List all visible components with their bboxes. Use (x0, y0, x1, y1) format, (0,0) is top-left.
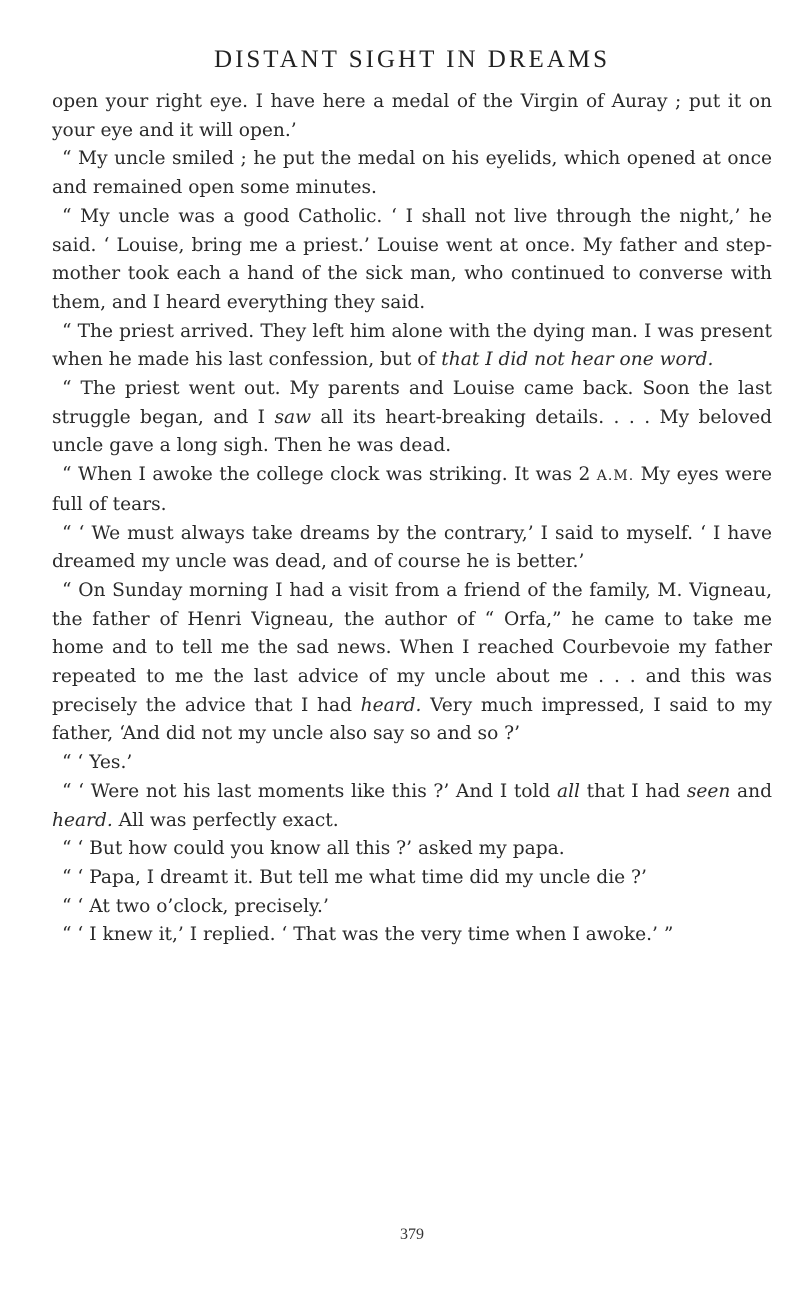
paragraph (52, 778, 772, 835)
text-run: “ When I awoke the college clock was striking. It was 2 (62, 464, 597, 486)
text-run: My eyes were full of tears. (52, 464, 772, 515)
italic-text: that I did not hear one word. (441, 349, 714, 371)
text-run: “ ‘ Papa, I dreamt it. But tell me what time did my uncle die ?’ (62, 866, 647, 888)
paragraph (52, 749, 772, 778)
paragraph (52, 893, 772, 922)
paragraph (52, 520, 772, 577)
small-caps-text: A.M. (596, 468, 635, 485)
paragraph (52, 203, 772, 318)
text-run: “ The priest went out. My parents and Louise came back. Soon the last struggle began, and I (52, 378, 772, 428)
body-text (52, 88, 772, 950)
text-run: “ The priest arrived. They left him alone with the dying man. I was present when he made his last confession, but of (52, 320, 772, 371)
paragraph (52, 318, 772, 375)
text-run: “ ‘ I knew it,’ I replied. ‘ That was the very time when I awoke.’ ” (62, 924, 674, 946)
text-run: “ My uncle was a good Catholic. ‘ I shall not live through the night,’ he said. ‘ Louise, bring me a priest.’ Louise went at once. My father and step-mother took each a hand of the sick man, who continued to converse with them, and I heard everything they said. (52, 205, 772, 313)
italic-text: heard. (360, 694, 422, 716)
paragraph (52, 577, 772, 749)
paragraph (52, 145, 772, 202)
paragraph (52, 88, 772, 145)
italic-text: saw (274, 406, 311, 428)
italic-text: heard. (52, 809, 113, 831)
text-run: “ My uncle smiled ; he put the medal on his eyelids, which opened at once and remained open some minutes. (52, 148, 772, 199)
text-run: and (730, 780, 772, 802)
running-head: DISTANT SIGHT IN DREAMS (214, 46, 610, 73)
text-run: “ ‘ Yes.’ (62, 752, 133, 774)
text-run: “ ‘ Were not his last moments like this ?’ And I told (62, 780, 557, 802)
paragraph (52, 921, 772, 950)
text-run: “ ‘ But how could you know all this ?’ asked my papa. (62, 838, 565, 860)
text-run: Very much impressed, I said to my father, ‘And did not my uncle also say so and so ?’ (52, 694, 772, 745)
text-run: open your right eye. I have here a medal of the Virgin of Auray ; put it on your eye and it will open.’ (52, 91, 772, 141)
paragraph (52, 835, 772, 864)
text-run: “ On Sunday morning I had a visit from a friend of the family, M. Vigneau, the father of Henri Vigneau, the author of “ Orfa,” he came to take me home and to tell me the sad news. When I reached Courbevoie my father repeated to me the last advice of my uncle about me . . . and this was precisely the advice that I had (52, 579, 772, 716)
paragraph (52, 461, 772, 519)
text-run: “ ‘ We must always take dreams by the contrary,’ I said to myself. ‘ I have dreamed my uncle was dead, and of course he is better.’ (52, 522, 772, 573)
book-page (52, 0, 772, 1243)
paragraph (52, 375, 772, 461)
paragraph (52, 864, 772, 893)
text-run: that I had (579, 780, 687, 802)
italic-text: all (556, 780, 580, 802)
italic-text: seen (686, 780, 731, 802)
page-number: 379 (400, 1226, 424, 1243)
text-run: all its heart-breaking details. . . . My beloved uncle gave a long sigh. Then he was dead. (52, 406, 772, 457)
text-run: “ ‘ At two o’clock, precisely.’ (62, 895, 329, 917)
text-run: All was perfectly exact. (112, 809, 339, 831)
